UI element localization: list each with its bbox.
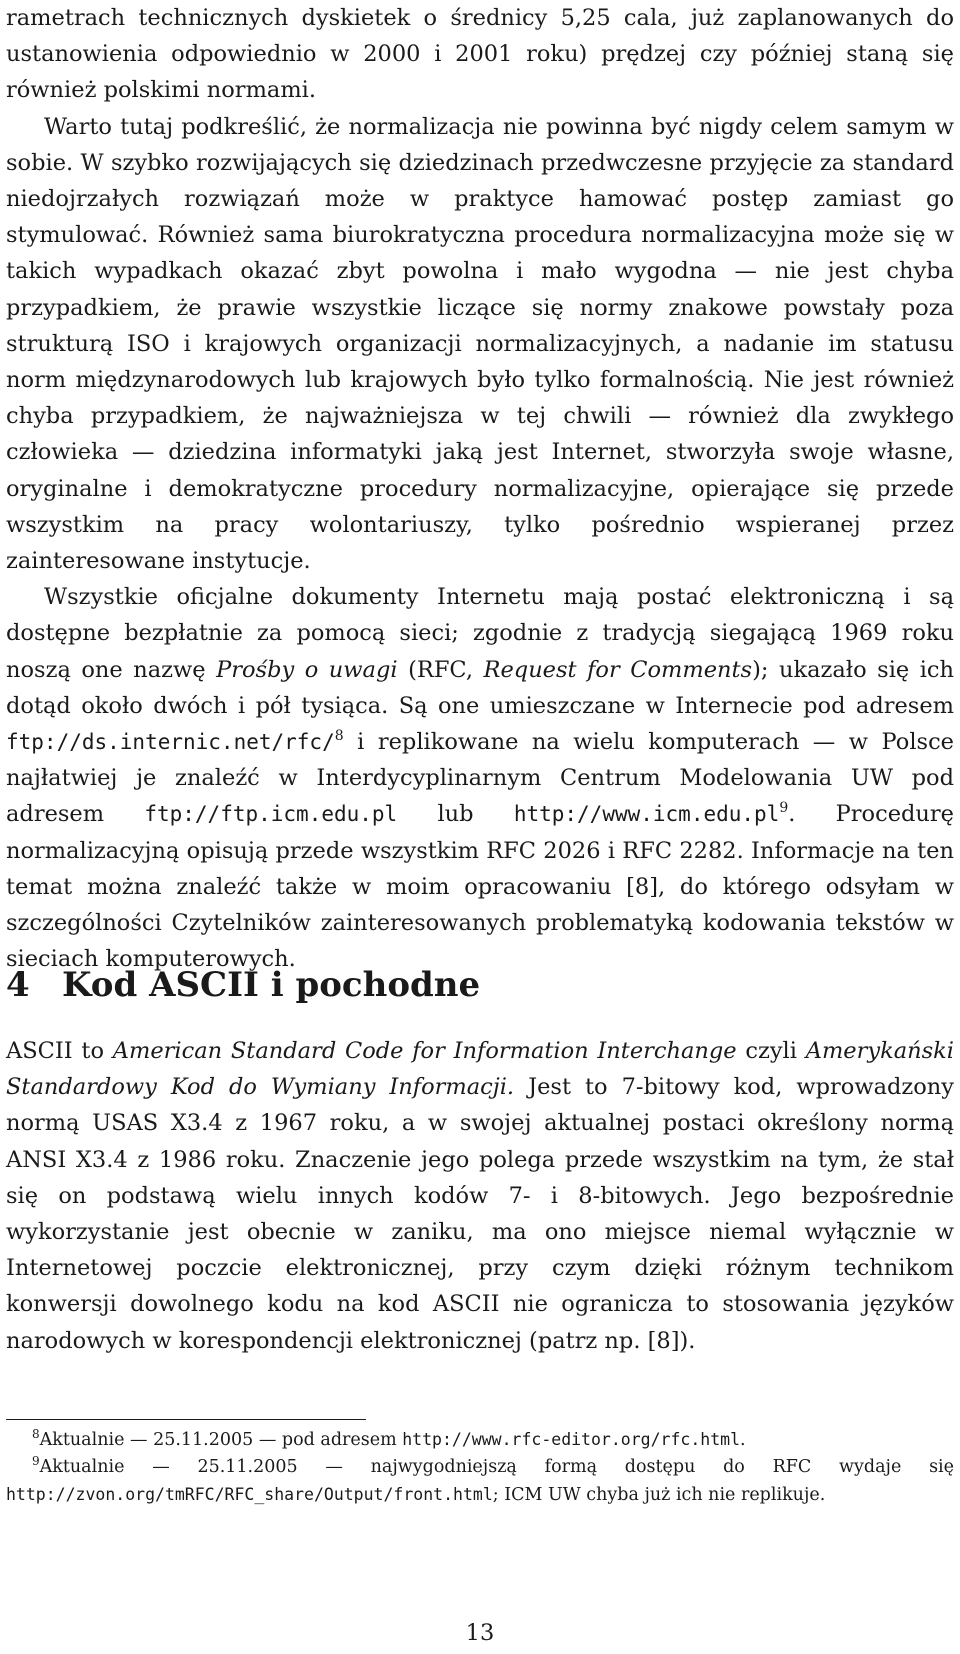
italic-term: Request for Comments [483, 656, 753, 683]
section-body [6, 1033, 954, 1359]
footnote-text: Aktualnie — 25.11.2005 — najwygodniejszą formą dostępu do RFC wydaje się [39, 1457, 954, 1477]
text-run: lub [397, 801, 514, 828]
section-heading [6, 962, 480, 1008]
paragraph-continuation: rametrach technicznych dyskietek o średnicy 5,25 cala, już zaplanowanych do ustanowienia odpowiednio w 2000 i 2001 roku) prędzej czy później staną się również polskimi normami. [6, 5, 954, 104]
paragraph-internet-documents [6, 579, 954, 977]
text-run: Wszystkie oficjalne dokumenty Internetu mają postać elektroniczną i są dostępne bezpłatnie za pomocą sieci; zgodnie z tradycją siegającą 1969 roku noszą one nazwę [6, 584, 954, 683]
text-run: i replikowane na wielu komputerach — w Polsce najłatwiej je znaleźć w Interdycyplinarnym Centrum Modelowania UW pod adresem [6, 729, 954, 828]
url-link[interactable]: http://www.rfc-editor.org/rfc.html [402, 1430, 741, 1449]
italic-term: Prośby o uwagi [216, 656, 398, 683]
url-link[interactable]: ftp://ds.internic.net/rfc/ [6, 730, 335, 755]
url-link[interactable]: ftp://ftp.icm.edu.pl [144, 802, 398, 827]
url-link[interactable]: http://www.icm.edu.pl [513, 802, 780, 827]
footnote-9 [6, 1454, 954, 1509]
section-number: 4 [6, 965, 30, 1005]
footnotes [6, 1426, 954, 1509]
footnote-ref[interactable]: 8 [334, 728, 344, 745]
footnote-mark: 9 [32, 1454, 40, 1468]
page-number: 13 [465, 1620, 495, 1646]
italic-term: American Standard Code for Information Interchange [112, 1038, 737, 1064]
body-text [6, 0, 954, 977]
section-title: Kod ASCII i pochodne [62, 965, 481, 1005]
footnote-text: ; ICM UW chyba już ich nie replikuje. [492, 1485, 826, 1505]
text-run: (RFC, [397, 656, 484, 683]
footnote-8 [6, 1426, 954, 1454]
footnote-text: . [740, 1430, 746, 1450]
text-run: Jest to 7-bitowy kod, wprowadzony normą USAS X3.4 z 1967 roku, a w swojej aktualnej postaci określony normą ANSI X3.4 z 1986 roku. Znaczenie jego polega przede wszystkim na tym, że stał się on podstawą wielu innych kodów 7- i 8-bitowych. Jego bezpośrednie wykorzystanie jest obecnie w zaniku, ma ono miejsce niemal wyłącznie w Internetowej poczcie elektronicznej, przy czym dzięki różnym technikom konwersji dowolnego kodu na kod ASCII nie ogranicza to stosowania języków narodowych w korespondencji elektronicznej (patrz np. [8]). [6, 1074, 954, 1354]
text-run: ); ukazało się ich dotąd około dwóch i pół tysiąca. Są one umieszczane w Internecie pod adresem [6, 656, 955, 719]
paragraph-normalization: Warto tutaj podkreślić, że normalizacja nie powinna być nigdy celem samym w sobie. W szybko rozwijających się dziedzinach przedwczesne przyjęcie za standard niedojrzałych rozwiązań może w praktyce hamować postęp zamiast go stymulować. Również sama biurokratyczna procedura normalizacyjna może się w takich wypadkach okazać zbyt powolna i mało wygodna — nie jest chyba przypadkiem, że prawie wszystkie liczące się normy znakowe powstały poza strukturą ISO i krajowych organizacji normalizacyjnych, a nadanie im statusu norm międzynarodowych lub krajowych było tylko formalnością. Nie jest również chyba przypadkiem, że najważniejsza w tej chwili — również dla zwykłego człowieka — dziedzina informatyki jaką jest Internet, stworzyła swoje własne, oryginalne i demokratyczne procedury normalizacyjne, opierające się przede wszystkim na pracy wolontariuszy, tylko pośrednio wspieranej przez zainteresowane instytucje. [6, 113, 954, 575]
url-link[interactable]: http://zvon.org/tmRFC/RFC_share/Output/front.html [6, 1485, 493, 1504]
footnote-ref[interactable]: 9 [779, 800, 789, 817]
footnote-divider [6, 1419, 366, 1420]
footnote-text: Aktualnie — 25.11.2005 — pod adresem [39, 1430, 403, 1450]
italic-term: Amerykański Standardowy Kod do Wymiany Informacji. [6, 1038, 955, 1101]
text-run: . Procedurę normalizacyjną opisują przede wszystkim RFC 2026 i RFC 2282. Informacje na ten temat można znaleźć także w moim opracowaniu [8], do którego odsyłam w szczególności Czytelników zainteresowanych problematyką kodowania tekstów w sieciach komputerowych. [6, 801, 954, 973]
text-run: czyli [736, 1038, 806, 1064]
text-run: ASCII to [6, 1038, 113, 1064]
footnote-mark: 8 [32, 1427, 40, 1441]
paragraph-ascii [6, 1033, 954, 1359]
